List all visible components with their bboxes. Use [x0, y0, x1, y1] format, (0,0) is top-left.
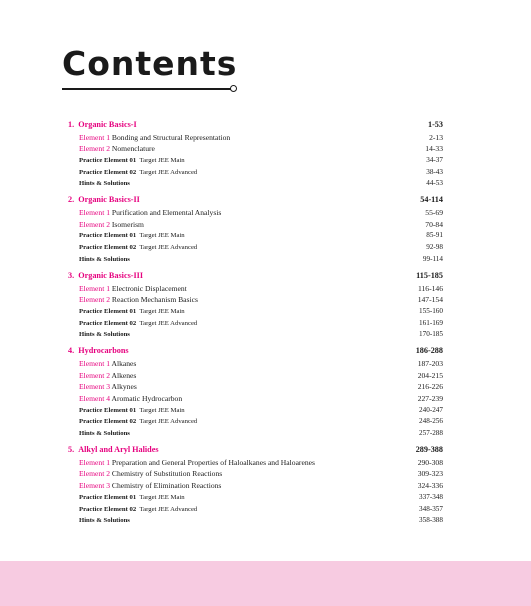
entry-pages: 358-388 — [419, 516, 443, 525]
entry-prefix: Practice Element 02 — [79, 168, 137, 176]
entry-text: Hints & Solutions — [79, 180, 130, 188]
entry-pages: 248-256 — [419, 417, 443, 426]
entry-prefix: Practice Element 01 — [79, 493, 137, 501]
entry-pages: 170-185 — [419, 330, 443, 339]
table-of-contents — [68, 119, 443, 531]
entry-prefix: Element 1 — [79, 283, 110, 293]
entry-text: Alkanes — [111, 358, 137, 368]
entry-pages: 155-160 — [419, 306, 443, 315]
entry-label — [79, 393, 182, 405]
entry-text: Target JEE Main — [139, 307, 185, 315]
chapter-block — [68, 194, 443, 265]
chapter-block — [68, 345, 443, 440]
chapter-pages: 115-185 — [416, 270, 443, 280]
chapter-heading[interactable] — [68, 194, 443, 207]
chapter-block — [68, 444, 443, 527]
toc-entry[interactable] — [68, 405, 443, 417]
chapter-title — [68, 345, 129, 358]
toc-entry[interactable] — [68, 358, 443, 370]
entry-label — [79, 504, 197, 516]
toc-entry[interactable] — [68, 143, 443, 155]
chapter-name: Hydrocarbons — [78, 346, 129, 356]
chapter-number: 2. — [68, 195, 75, 205]
chapter-pages: 289-388 — [415, 445, 443, 455]
entry-label — [79, 254, 130, 266]
chapter-block — [68, 270, 443, 341]
entry-pages: 44-53 — [426, 179, 443, 188]
entry-label — [79, 230, 185, 242]
toc-entry[interactable] — [68, 492, 443, 504]
entry-label — [79, 178, 130, 190]
entry-text: Target JEE Main — [139, 493, 185, 501]
entry-label — [79, 219, 144, 231]
toc-entry[interactable] — [68, 480, 443, 492]
title-underline-dot — [230, 85, 237, 92]
entry-text: Target JEE Advanced — [139, 505, 198, 513]
chapter-heading[interactable] — [68, 270, 443, 283]
entry-text: Preparation and General Properties of Haloalkanes and Haloarenes — [111, 457, 315, 467]
chapter-name: Organic Basics-III — [78, 270, 144, 280]
chapter-heading[interactable] — [68, 119, 443, 132]
entry-text: Target JEE Advanced — [139, 244, 198, 252]
chapter-name: Organic Basics-II — [78, 195, 140, 205]
entry-text: Reaction Mechanism Basics — [111, 295, 198, 305]
toc-entry[interactable] — [68, 219, 443, 231]
entry-text: Target JEE Advanced — [139, 418, 198, 426]
entry-prefix: Element 4 — [79, 394, 110, 404]
entry-text: Chemistry of Elimination Reactions — [111, 481, 222, 491]
entry-text: Target JEE Main — [139, 232, 185, 240]
entry-label — [79, 167, 197, 179]
entry-prefix: Practice Element 01 — [79, 157, 137, 165]
toc-entry[interactable] — [68, 468, 443, 480]
entry-pages: 348-357 — [419, 504, 443, 513]
entry-label — [79, 381, 137, 393]
entry-prefix: Element 3 — [79, 481, 110, 491]
toc-entry[interactable] — [68, 306, 443, 318]
footer-band — [0, 561, 531, 606]
entry-text: Hints & Solutions — [79, 255, 130, 263]
toc-entry[interactable] — [68, 318, 443, 330]
entry-prefix: Element 3 — [79, 382, 110, 392]
chapter-pages: 54-114 — [420, 195, 443, 205]
entry-label — [79, 457, 315, 469]
entry-label — [79, 294, 198, 306]
entry-prefix: Element 2 — [79, 295, 110, 305]
entry-label — [79, 480, 221, 492]
chapter-block — [68, 119, 443, 190]
toc-entry[interactable] — [68, 393, 443, 405]
toc-entry[interactable] — [68, 504, 443, 516]
entry-prefix: Element 2 — [79, 469, 110, 479]
entry-label — [79, 492, 185, 504]
entry-label — [79, 468, 222, 480]
entry-pages: 187-203 — [417, 358, 443, 368]
title-underline — [62, 88, 232, 90]
entry-prefix: Practice Element 02 — [79, 319, 137, 327]
chapter-pages: 186-288 — [415, 346, 443, 356]
toc-entry[interactable] — [68, 242, 443, 254]
entry-prefix: Element 1 — [79, 358, 110, 368]
chapter-number: 4. — [68, 346, 75, 356]
chapter-number: 1. — [68, 120, 75, 129]
toc-entry[interactable] — [68, 207, 443, 219]
entry-text: Isomerism — [111, 219, 144, 229]
toc-entry[interactable] — [68, 381, 443, 393]
chapter-name: Alkyl and Aryl Halides — [78, 445, 159, 455]
entry-pages: 55-69 — [425, 208, 443, 218]
entry-prefix: Element 1 — [79, 457, 110, 467]
entry-pages: 161-169 — [419, 318, 443, 327]
entry-text: Nomenclature — [111, 144, 155, 154]
entry-pages: 240-247 — [419, 405, 443, 414]
entry-text: Target JEE Main — [139, 406, 185, 414]
toc-entry[interactable] — [68, 294, 443, 306]
toc-entry[interactable] — [68, 167, 443, 179]
entry-prefix: Practice Element 02 — [79, 244, 137, 252]
page-title: Contents — [62, 44, 238, 83]
chapter-title — [68, 119, 137, 132]
toc-entry[interactable] — [68, 178, 443, 190]
entry-pages: 2-13 — [429, 132, 443, 142]
entry-prefix: Element 2 — [79, 144, 110, 154]
entry-text: Chemistry of Substitution Reactions — [111, 469, 223, 479]
toc-entry[interactable] — [68, 428, 443, 440]
entry-label — [79, 405, 185, 417]
entry-pages: 92-98 — [426, 243, 443, 252]
entry-prefix: Practice Element 02 — [79, 505, 137, 513]
toc-entry[interactable] — [68, 283, 443, 295]
entry-label — [79, 242, 197, 254]
entry-label — [79, 329, 130, 341]
toc-entry[interactable] — [68, 230, 443, 242]
chapter-heading[interactable] — [68, 444, 443, 457]
entry-pages: 38-43 — [426, 167, 443, 176]
entry-label — [79, 318, 197, 330]
entry-label — [79, 143, 155, 155]
toc-entry[interactable] — [68, 254, 443, 266]
entry-text: Purification and Elemental Analysis — [111, 208, 222, 218]
entry-label — [79, 416, 197, 428]
chapter-heading[interactable] — [68, 345, 443, 358]
entry-prefix: Practice Element 01 — [79, 232, 137, 240]
chapter-title — [68, 444, 159, 457]
entry-pages: 116-146 — [417, 283, 443, 293]
entry-text: Target JEE Main — [139, 157, 185, 165]
entry-pages: 204-215 — [417, 370, 443, 380]
entry-label — [79, 306, 185, 318]
entry-label — [79, 132, 230, 144]
entry-pages: 290-308 — [417, 457, 443, 467]
chapter-number: 3. — [68, 270, 75, 280]
entry-text: Alkenes — [111, 370, 137, 380]
entry-label — [79, 428, 130, 440]
entry-text: Hints & Solutions — [79, 331, 130, 339]
chapter-name: Organic Basics-I — [78, 120, 137, 129]
entry-label — [79, 207, 221, 219]
entry-pages: 147-154 — [417, 295, 443, 305]
entry-label — [79, 358, 136, 370]
entry-prefix: Practice Element 02 — [79, 418, 137, 426]
toc-entry[interactable] — [68, 416, 443, 428]
entry-pages: 324-336 — [417, 481, 443, 491]
chapter-pages: 1-53 — [427, 120, 443, 129]
entry-text: Electronic Displacement — [111, 283, 187, 293]
entry-pages: 14-33 — [425, 144, 443, 154]
entry-label — [79, 283, 187, 295]
entry-pages: 337-348 — [419, 492, 443, 501]
entry-prefix: Element 2 — [79, 370, 110, 380]
entry-text: Bonding and Structural Representation — [111, 132, 231, 142]
entry-text: Aromatic Hydrocarbon — [111, 394, 183, 404]
entry-text: Hints & Solutions — [79, 517, 130, 525]
entry-pages: 70-84 — [425, 219, 443, 229]
entry-text: Hints & Solutions — [79, 430, 130, 438]
entry-pages: 257-288 — [419, 429, 443, 438]
entry-prefix: Practice Element 01 — [79, 307, 137, 315]
toc-entry[interactable] — [68, 329, 443, 341]
entry-prefix: Element 1 — [79, 132, 110, 142]
entry-prefix: Practice Element 01 — [79, 406, 137, 414]
entry-pages: 216-226 — [417, 382, 443, 392]
entry-text: Alkynes — [111, 382, 137, 392]
entry-pages: 85-91 — [426, 231, 443, 240]
entry-label — [79, 370, 136, 382]
entry-pages: 99-114 — [422, 254, 443, 263]
chapter-title — [68, 194, 140, 207]
toc-entry[interactable] — [68, 155, 443, 167]
toc-entry[interactable] — [68, 370, 443, 382]
toc-entry[interactable] — [68, 515, 443, 527]
entry-label — [79, 155, 185, 167]
chapter-number: 5. — [68, 445, 75, 455]
entry-pages: 34-37 — [426, 156, 443, 165]
entry-label — [79, 515, 130, 527]
toc-entry[interactable] — [68, 457, 443, 469]
entry-prefix: Element 1 — [79, 208, 110, 218]
entry-pages: 227-239 — [417, 394, 443, 404]
entry-text: Target JEE Advanced — [139, 168, 198, 176]
entry-prefix: Element 2 — [79, 219, 110, 229]
entry-text: Target JEE Advanced — [139, 319, 198, 327]
chapter-title — [68, 270, 143, 283]
entry-pages: 309-323 — [417, 469, 443, 479]
toc-entry[interactable] — [68, 132, 443, 144]
